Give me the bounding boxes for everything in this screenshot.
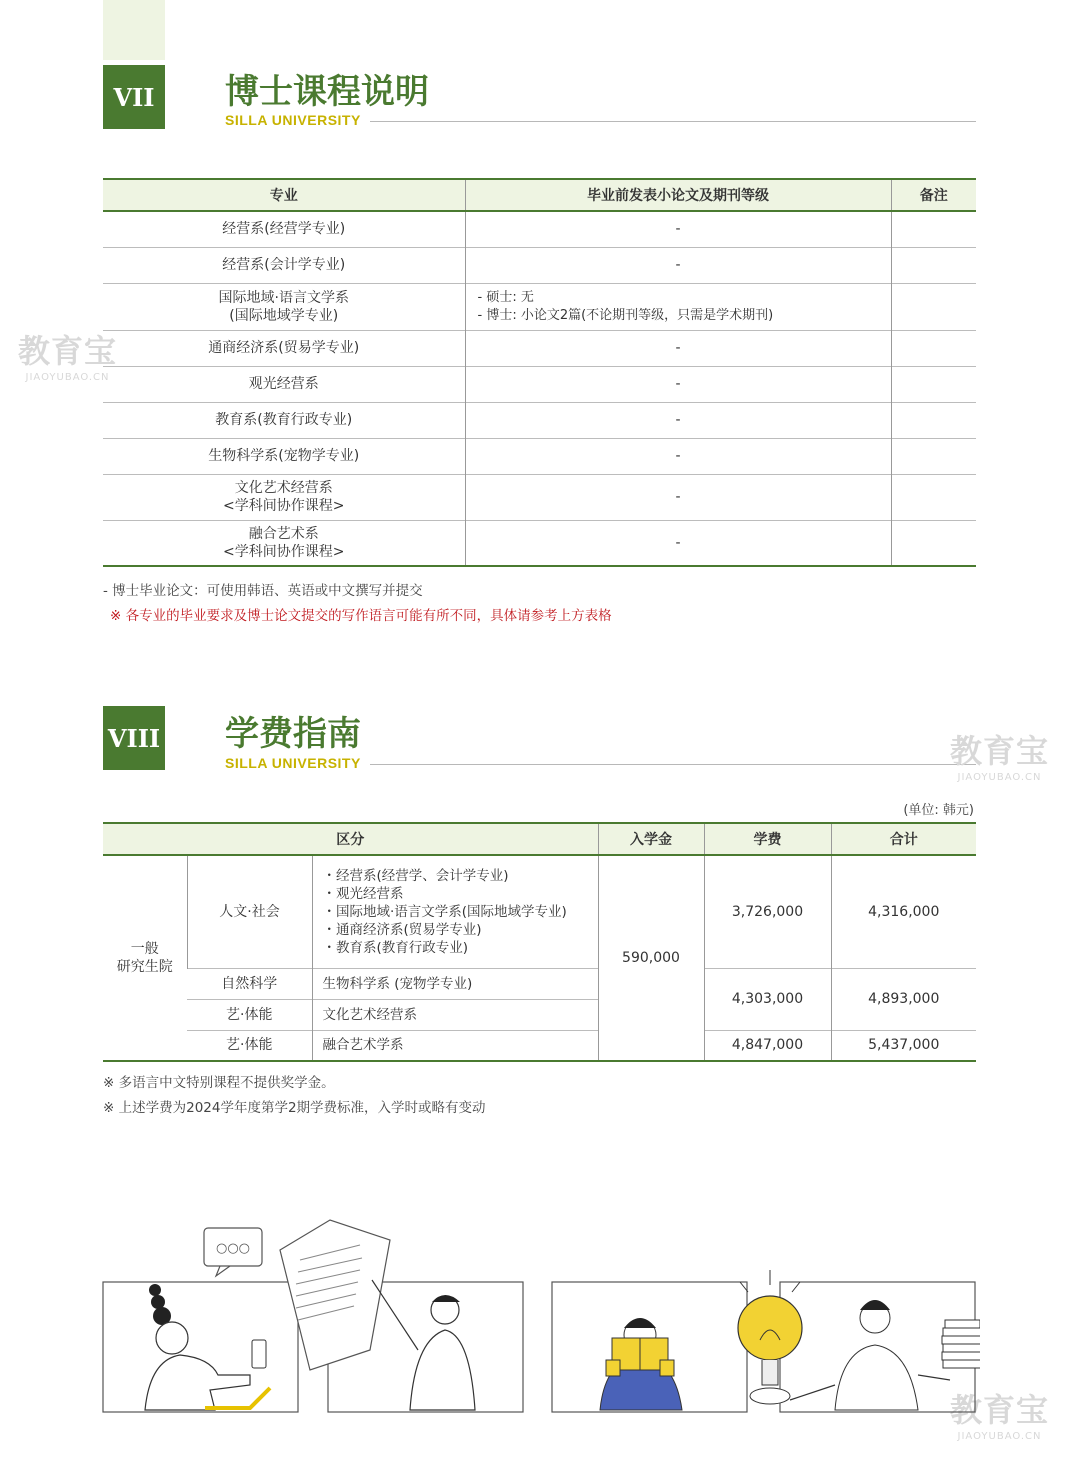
- major-name: 观光经营系: [248, 376, 319, 392]
- section-8-divider: [370, 764, 976, 765]
- requirement-cell: -: [465, 438, 891, 474]
- department-fusion-arts: 融合艺术学系: [312, 1030, 598, 1061]
- department-science: 生物科学系 (宠物学专业): [312, 968, 598, 999]
- paper-document-icon: [280, 1220, 390, 1370]
- table-header-row: [103, 179, 976, 211]
- table-row: [103, 1030, 976, 1061]
- study-illustration: [100, 1210, 980, 1430]
- major-cell: [103, 366, 465, 402]
- table-row: [103, 474, 976, 520]
- department-list: [312, 855, 598, 968]
- table-header-row: [103, 823, 976, 855]
- requirement-cell: -: [465, 211, 891, 247]
- group-humanities: 人文·社会: [187, 855, 312, 968]
- header-requirement: 毕业前发表小论文及期刊等级: [465, 179, 891, 211]
- school-label-2: 研究生院: [116, 959, 173, 975]
- table-row: [103, 283, 976, 330]
- major-name: 经营系(经营学专业): [222, 221, 346, 238]
- table-row: [103, 247, 976, 283]
- admission-fee: 590,000: [598, 855, 704, 1061]
- list-item: ・教育系(教育行政专业): [322, 939, 469, 956]
- list-item: ・观光经营系: [322, 885, 404, 902]
- total-fusion-arts: 5,437,000: [831, 1030, 976, 1061]
- group-arts: 艺·体能: [187, 1030, 312, 1061]
- tuition-table: [103, 822, 976, 1062]
- watermark-logo: [950, 726, 1049, 783]
- watermark-domain: JIAOYUBAO.CN: [25, 372, 110, 383]
- major-name: 融合艺术系: [248, 525, 319, 542]
- major-name: 通商经济系(贸易学专业): [208, 340, 360, 356]
- top-accent-stripe: [103, 0, 165, 60]
- major-note: <学科间协作课程>: [223, 543, 345, 560]
- table-row: [103, 330, 976, 366]
- watermark-text: 教育宝: [18, 332, 118, 370]
- group-science: 自然科学: [187, 968, 312, 999]
- header-category: 区分: [103, 823, 598, 855]
- tuition-fusion-arts: 4,847,000: [704, 1030, 831, 1061]
- table-row: [103, 366, 976, 402]
- major-name: 文化艺术经营系: [234, 480, 333, 496]
- total-science-arts: 4,893,000: [831, 968, 976, 1030]
- requirement-cell: -: [465, 520, 891, 566]
- watermark-domain: JIAOYUBAO.CN: [957, 1431, 1042, 1442]
- header-tuition: 学费: [704, 823, 831, 855]
- table-row: [103, 968, 976, 999]
- table-row: [103, 438, 976, 474]
- school-label-1: 一般: [130, 941, 159, 957]
- table-row: [103, 520, 976, 566]
- list-item: ・经营系(经营学、会计学专业): [322, 867, 509, 884]
- tuition-science-arts: 4,303,000: [704, 968, 831, 1030]
- major-cell: [103, 474, 465, 520]
- requirement-master: - 硕士: 无: [477, 289, 534, 305]
- remark-cell: [891, 247, 976, 283]
- school-cell: [103, 855, 187, 1061]
- requirement-cell: [465, 283, 891, 330]
- watermark-logo: [18, 326, 117, 383]
- section-8-subtitle: SILLA UNIVERSITY: [225, 755, 361, 771]
- major-cell: [103, 402, 465, 438]
- tuition-change-note: ※ 上述学费为2024学年度第学2期学费标准，入学时或略有变动: [103, 1100, 486, 1116]
- header-remark: 备注: [891, 179, 976, 211]
- speech-bubble-dots: ○○○: [215, 1241, 251, 1256]
- list-item: ・通商经济系(贸易学专业): [322, 921, 482, 938]
- woman-with-phone-figure: [145, 1284, 270, 1410]
- table-row: [103, 211, 976, 247]
- speech-bubble-tail: [216, 1266, 230, 1276]
- major-cell: [103, 211, 465, 247]
- section-7-badge: VII: [103, 65, 165, 129]
- remark-cell: [891, 520, 976, 566]
- reading-girl-figure: [600, 1318, 682, 1410]
- major-name: 经营系(会计学专业): [222, 257, 346, 273]
- requirement-cell: -: [465, 366, 891, 402]
- major-cell: [103, 247, 465, 283]
- watermark-domain: JIAOYUBAO.CN: [957, 772, 1042, 783]
- group-arts: 艺·体能: [187, 999, 312, 1030]
- man-holding-paper-figure: [372, 1280, 475, 1410]
- requirement-doctor: - 博士: 小论文2篇(不论期刊等级，只需是学术期刊): [477, 307, 774, 323]
- requirement-cell: -: [465, 474, 891, 520]
- header-admission: 入学金: [598, 823, 704, 855]
- table-row: [103, 402, 976, 438]
- requirement-cell: -: [465, 402, 891, 438]
- requirement-warning: ※ 各专业的毕业要求及博士论文提交的写作语言可能有所不同，具体请参考上方表格: [110, 608, 612, 624]
- major-name: 生物科学系(宠物学专业): [208, 448, 360, 464]
- section-8-badge: VIII: [103, 706, 165, 770]
- table-row: [103, 855, 976, 968]
- total-humanities: 4,316,000: [831, 855, 976, 968]
- major-note: <学科间协作课程>: [223, 498, 345, 514]
- remark-cell: [891, 402, 976, 438]
- remark-cell: [891, 330, 976, 366]
- watermark-text: 教育宝: [950, 1391, 1050, 1429]
- remark-cell: [891, 283, 976, 330]
- section-7-subtitle: SILLA UNIVERSITY: [225, 112, 361, 128]
- watermark-text: 教育宝: [950, 732, 1050, 770]
- remark-cell: [891, 474, 976, 520]
- major-name: 国际地域·语言文学系: [218, 289, 349, 306]
- section-8-title: 学费指南: [225, 714, 361, 754]
- major-cell: [103, 520, 465, 566]
- requirement-cell: -: [465, 330, 891, 366]
- section-7-divider: [370, 121, 976, 122]
- tuition-humanities: 3,726,000: [704, 855, 831, 968]
- list-item: ・国际地域·语言文学系(国际地域学专业): [322, 903, 567, 920]
- major-cell: [103, 283, 465, 330]
- major-cell: [103, 438, 465, 474]
- department-culture-arts: 文化艺术经营系: [312, 999, 598, 1030]
- header-total: 合计: [831, 823, 976, 855]
- major-name: 教育系(教育行政专业): [215, 412, 353, 428]
- remark-cell: [891, 438, 976, 474]
- header-major: 专业: [103, 179, 465, 211]
- doctoral-requirements-table: [103, 178, 976, 567]
- major-cell: [103, 330, 465, 366]
- scholarship-note: ※ 多语言中文特别课程不提供奖学金。: [103, 1075, 335, 1091]
- remark-cell: [891, 366, 976, 402]
- man-with-books-figure: [790, 1300, 980, 1410]
- remark-cell: [891, 211, 976, 247]
- thesis-language-note: - 博士毕业论文：可使用韩语、英语或中文撰写并提交: [103, 583, 423, 599]
- major-specialty: (国际地域学专业): [229, 307, 339, 324]
- section-7-title: 博士课程说明: [225, 72, 429, 112]
- currency-unit: (单位: 韩元): [903, 803, 974, 818]
- requirement-cell: -: [465, 247, 891, 283]
